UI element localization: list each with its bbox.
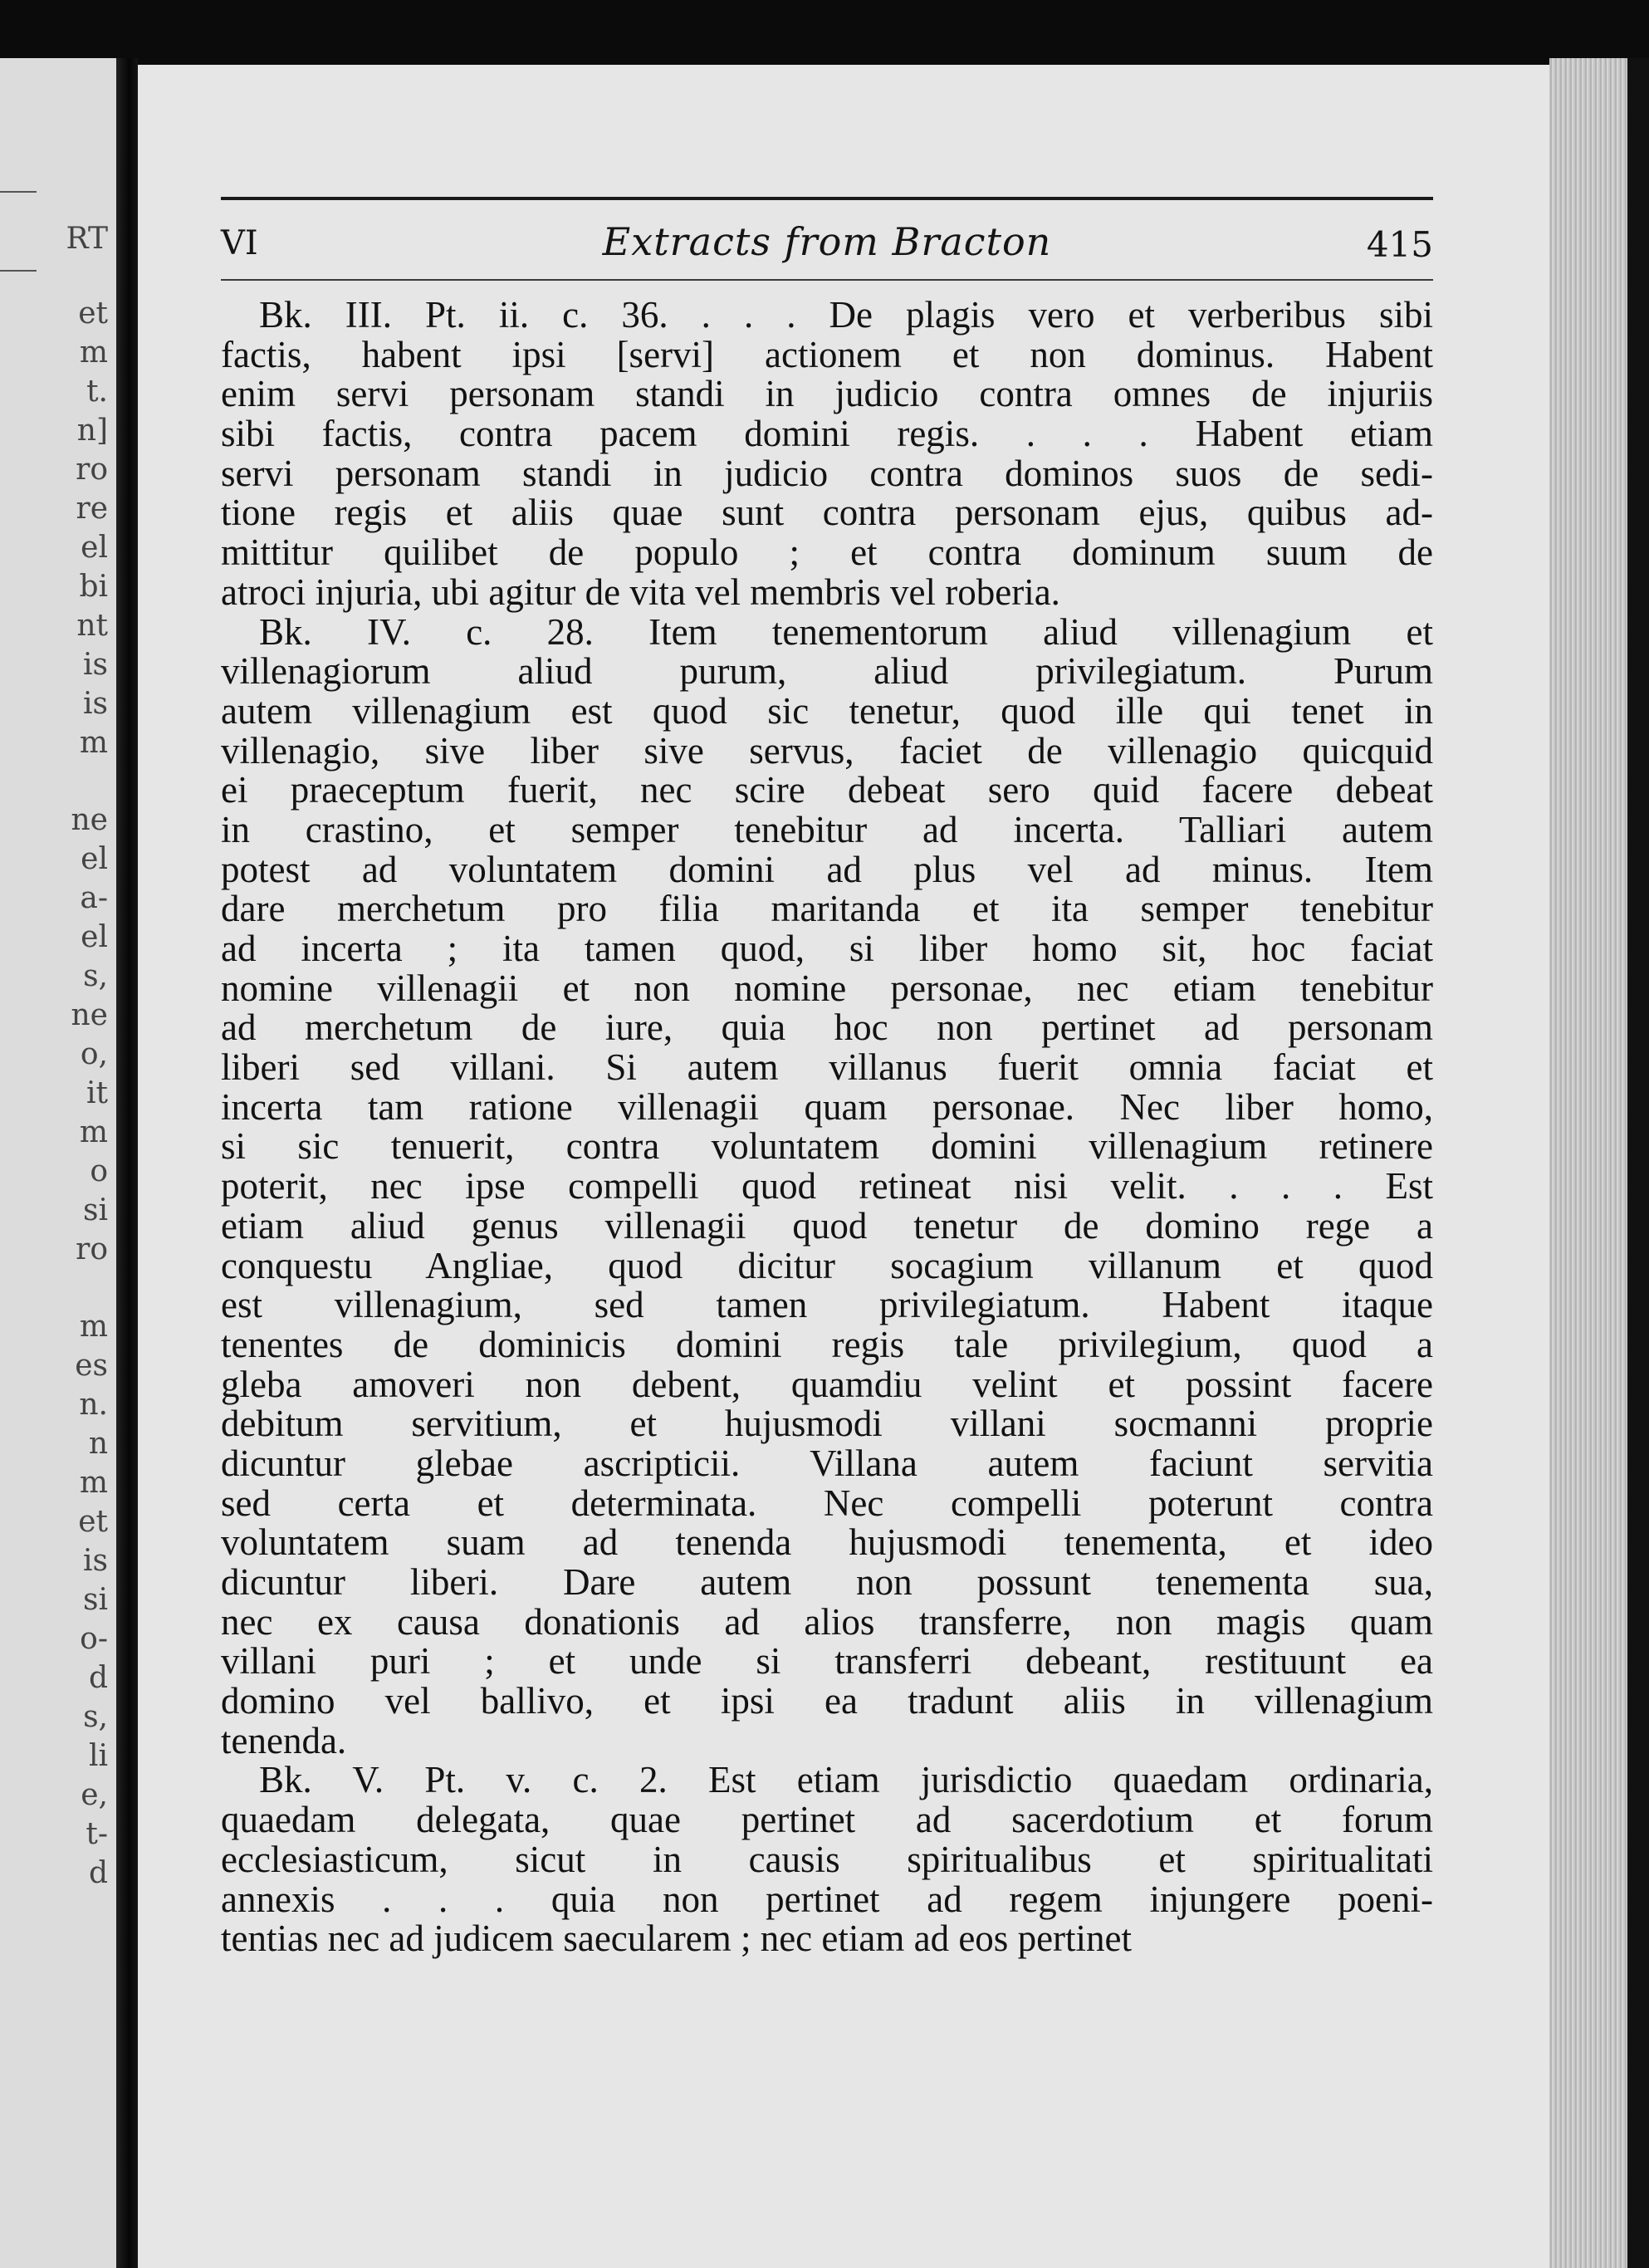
facing-page-fragment: is: [83, 648, 108, 682]
facing-page-fragment: t-: [86, 1817, 108, 1851]
text-line: villenagio, sive liber sive servus, faciet de villenagio quicquid: [221, 729, 1433, 772]
text-line: potest ad voluntatem domini ad plus vel ad minus. Item: [221, 848, 1433, 890]
facing-page-fragment: e,: [81, 1778, 108, 1812]
facing-page-fragment: el: [81, 842, 108, 876]
text-line: in crastino, et semper tenebitur ad incerta. Talliari autem: [221, 808, 1433, 850]
text-line: mittitur quilibet de populo ; et contra dominum suum de: [221, 531, 1433, 574]
text-line: ad merchetum de iure, quia hoc non pertinet ad personam: [221, 1007, 1433, 1049]
running-title: Extracts from Bracton: [602, 219, 1052, 264]
text-line: factis, habent ipsi [servi] actionem et non dominus. Habent: [221, 333, 1433, 375]
facing-page-fragment: o: [90, 1154, 108, 1188]
text-line: tione regis et aliis quae sunt contra personam ejus, quibus ad-: [221, 492, 1433, 534]
facing-page-fragment: et: [78, 1505, 108, 1539]
text-line: poterit, nec ipse compelli quod retineat nisi velit. . . . Est: [221, 1165, 1433, 1207]
facing-page-fragment: si: [83, 1583, 108, 1617]
text-line: tenentes de dominicis domini regis tale privilegium, quod a: [221, 1323, 1433, 1365]
facing-page-fragment: n.: [79, 1388, 108, 1422]
paragraph: [221, 1761, 1433, 1958]
text-line: sibi factis, contra pacem domini regis. . . . Habent etiam: [221, 413, 1433, 455]
facing-page-edge: [0, 58, 116, 2268]
facing-page-fragment: s,: [83, 1700, 108, 1734]
facing-page-fragment: re: [76, 492, 108, 526]
facing-page-fragment: is: [83, 1544, 108, 1578]
facing-page-fragment: s,: [83, 959, 108, 993]
text-line: nomine villenagii et non nomine personae, nec etiam tenebitur: [221, 967, 1433, 1009]
facing-page-fragment: ro: [76, 1232, 108, 1266]
text-line: ecclesiasticum, sicut in causis spiritualibus et spiritualitati: [221, 1838, 1433, 1880]
text-line: dicuntur glebae ascripticii. Villana autem faciunt servitia: [221, 1442, 1433, 1484]
text-line: quaedam delegata, quae pertinet ad sacerdotium et forum: [221, 1799, 1433, 1841]
facing-page-fragment: ne: [71, 998, 108, 1032]
facing-page-fragment: is: [83, 687, 108, 721]
facing-page-fragment: ne: [71, 803, 108, 837]
header-rule: [221, 279, 1433, 281]
facing-page-fragment: RT: [66, 222, 108, 256]
facing-page-fragment: d: [88, 1856, 108, 1890]
facing-page-fragment: es: [75, 1349, 108, 1383]
text-line: voluntatem suam ad tenenda hujusmodi tenementa, et ideo: [221, 1521, 1433, 1564]
text-line: gleba amoveri non debent, quamdiu velint et possint facere: [221, 1363, 1433, 1405]
text-line: Bk. V. Pt. v. c. 2. Est etiam jurisdictio quaedam ordinaria,: [259, 1759, 1433, 1801]
text-line: Bk. IV. c. 28. Item tenementorum aliud villenagium et: [259, 610, 1433, 653]
text-line: tenenda.: [221, 1719, 347, 1761]
facing-page-fragment: nt: [76, 609, 108, 643]
text-line: si sic tenuerit, contra voluntatem domini villenagium retinere: [221, 1125, 1433, 1168]
body-text: [221, 296, 1433, 1959]
text-line: villani puri ; et unde si transferri debeant, restituunt ea: [221, 1640, 1433, 1683]
text-line: est villenagium, sed tamen privilegiatum. Habent itaque: [221, 1284, 1433, 1326]
text-line: sed certa et determinata. Nec compelli poterunt contra: [221, 1482, 1433, 1524]
facing-page-fragment: it: [86, 1076, 108, 1110]
facing-page-fragment: t.: [86, 375, 108, 409]
text-line: incerta tam ratione villenagii quam personae. Nec liber homo,: [221, 1085, 1433, 1128]
facing-page-fragment: a-: [80, 881, 108, 915]
text-line: domino vel ballivo, et ipsi ea tradunt aliis in villenagium: [221, 1680, 1433, 1722]
text-line: conquestu Angliae, quod dicitur socagium villanum et quod: [221, 1244, 1433, 1286]
facing-page-fragment: m: [79, 1115, 108, 1149]
text-line: Bk. III. Pt. ii. c. 36. . . . De plagis vero et verberibus sibi: [259, 294, 1433, 336]
text-line: villenagiorum aliud purum, aliud privilegiatum. Purum: [221, 650, 1433, 693]
text-line: dicuntur liberi. Dare autem non possunt tenementa sua,: [221, 1561, 1433, 1603]
facing-page-fragment: el: [81, 531, 108, 565]
facing-page-fragment: m: [79, 336, 108, 370]
facing-page-fragment: li: [88, 1739, 108, 1773]
text-line: atroci injuria, ubi agitur de vita vel membris vel roberia.: [221, 571, 1060, 613]
text-line: dare merchetum pro filia maritanda et ita semper tenebitur: [221, 888, 1433, 930]
paragraph: [221, 610, 1433, 1761]
facing-page-fragment: el: [81, 920, 108, 954]
text-line: ei praeceptum fuerit, nec scire debeat sero quid facere debeat: [221, 769, 1433, 811]
facing-page-fragment: m: [79, 1310, 108, 1344]
text-line: ad incerta ; ita tamen quod, si liber homo sit, hoc faciat: [221, 928, 1433, 969]
facing-page-rule: [0, 191, 37, 193]
text-line: nec ex causa donationis ad alios transferre, non magis quam: [221, 1600, 1433, 1643]
paragraph: [221, 296, 1433, 613]
chapter-number: VI: [221, 224, 258, 262]
text-line: etiam aliud genus villenagii quod tenetur de domino rege a: [221, 1204, 1433, 1247]
facing-page-fragment: m: [79, 726, 108, 760]
top-rule: [221, 197, 1433, 200]
facing-page-fragment: n]: [76, 414, 108, 448]
facing-page-fragment: n: [88, 1427, 108, 1461]
text-line: servi personam standi in judicio contra dominos suos de sedi-: [221, 452, 1433, 494]
text-line: tentias nec ad judicem saecularem ; nec etiam ad eos pertinet: [221, 1918, 1133, 1960]
page-number: 415: [1366, 224, 1433, 265]
facing-page-fragment: d: [88, 1661, 108, 1695]
facing-page-fragment: si: [83, 1193, 108, 1227]
text-line: autem villenagium est quod sic tenetur, quod ille qui tenet in: [221, 689, 1433, 732]
running-head: [221, 214, 1433, 272]
facing-page-fragment: o,: [80, 1037, 108, 1071]
book-gutter: [116, 58, 138, 2268]
page: [138, 65, 1549, 2268]
text-line: annexis . . . quia non pertinet ad regem injungere poeni-: [221, 1878, 1433, 1920]
facing-page-fragment: bi: [79, 570, 108, 604]
text-line: enim servi personam standi in judicio contra omnes de injuriis: [221, 373, 1433, 415]
page-block-edges: [1549, 58, 1649, 2268]
facing-page-fragment: m: [79, 1466, 108, 1500]
facing-page-rule: [0, 270, 37, 272]
text-line: debitum servitium, et hujusmodi villani socmanni proprie: [221, 1403, 1433, 1445]
facing-page-fragment: et: [78, 296, 108, 331]
facing-page-fragment: o-: [80, 1622, 108, 1656]
text-line: liberi sed villani. Si autem villanus fuerit omnia faciat et: [221, 1046, 1433, 1089]
facing-page-fragment: ro: [76, 453, 108, 487]
